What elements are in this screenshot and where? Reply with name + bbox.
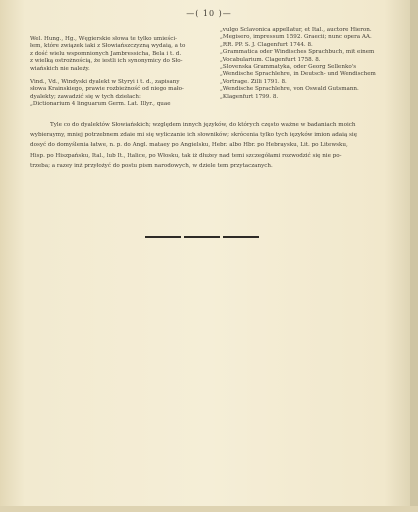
text-line: „Grammatica oder Windisches Sprachbuch, mit einem	[220, 49, 375, 56]
section-divider	[184, 236, 220, 238]
text-line: dyalekty; zawadzić się w tych dziełach:	[30, 93, 141, 100]
text-line: z wielką ostrożnością, że iestli ich synonymicy do Sło-	[30, 58, 183, 65]
body-paragraph	[30, 120, 406, 171]
text-line: dosyć do domyślenia łatwe, n. p. do Angl. mataey po Angielsku, Hebr. albo Hbr. po Hebraysku, Lit. po Litewsku,	[30, 142, 348, 149]
text-line: „Dictionarium 4 linguarum Germ. Lat. Illyr., quae	[30, 101, 171, 108]
text-line: wiańskich nie należy.	[30, 65, 90, 72]
entry-hungarian	[30, 36, 212, 73]
text-line: Vind., Vd., Windyski dyalekt w Styryi i t. d., zapisany	[30, 79, 180, 86]
section-divider	[145, 236, 181, 238]
text-line: „Wendische Sprachlehre, in Deutsch- und Wendischem	[220, 71, 376, 78]
text-line: wybieraymy, mniej potrzebnem zdaie mi się wyliczanie ich słowników; skrócenia tylko tych ięzyków imion adaią się	[30, 132, 358, 139]
text-line: „vulgo Sclavonica appellatur, et Ital., auctore Hieron.	[220, 27, 372, 33]
text-line: Wel. Hung., Hg., Węgierskie słowa te tylko umieści-	[30, 36, 178, 42]
text-line: Hisp. po Hiszpańsku, Ital., lub It., Italice, po Włosku, tak iż dłużey nad temi szczegółami rozwodzić się nie po-	[30, 152, 342, 159]
text-line: „Megisero, impressum 1592. Graecii; nunc opera AA.	[220, 34, 372, 41]
text-line: Tyle co do dyalektów Słowiańskich; względem innych języków, do których często ważne w badaniach moich	[50, 122, 356, 128]
text-line: „Slovenska Grammatyka, oder Georg Sellenko's	[220, 64, 357, 71]
entry-windish	[30, 79, 212, 109]
text-line: trzeba; a razey inż przyłożyć do postu pism narodowych, w dziele tem przytaczanych.	[30, 162, 273, 169]
left-column	[30, 36, 212, 115]
page-number-header: —( 10 )—	[186, 9, 232, 18]
text-line: „RR. PP. S. J. Clagenfurt 1744. 8.	[220, 41, 313, 48]
section-divider	[223, 236, 259, 238]
right-column	[220, 27, 410, 101]
text-line: „Klagenfurt 1799. 8.	[220, 93, 279, 100]
text-line: słowa Krainskiego, prawie rozbieżność od niego mało-	[30, 86, 184, 93]
text-line: łem, które związek iaki z Słowiańszczyzną wydaią, a to	[30, 43, 186, 50]
page-bottom-edge	[0, 506, 418, 512]
text-line: „Vortrage. Zilli 1791. 8.	[220, 78, 287, 85]
text-line: z dość wielu wspomnionych Jambressicha, Bela i t. d.	[30, 50, 182, 57]
text-line: „Wendische Sprachlehre, von Oswald Gutsmann.	[220, 86, 359, 93]
text-line: „Vocabularium. Clagenfurt 1758. 8.	[220, 56, 321, 63]
page-edge-shadow	[410, 0, 418, 512]
